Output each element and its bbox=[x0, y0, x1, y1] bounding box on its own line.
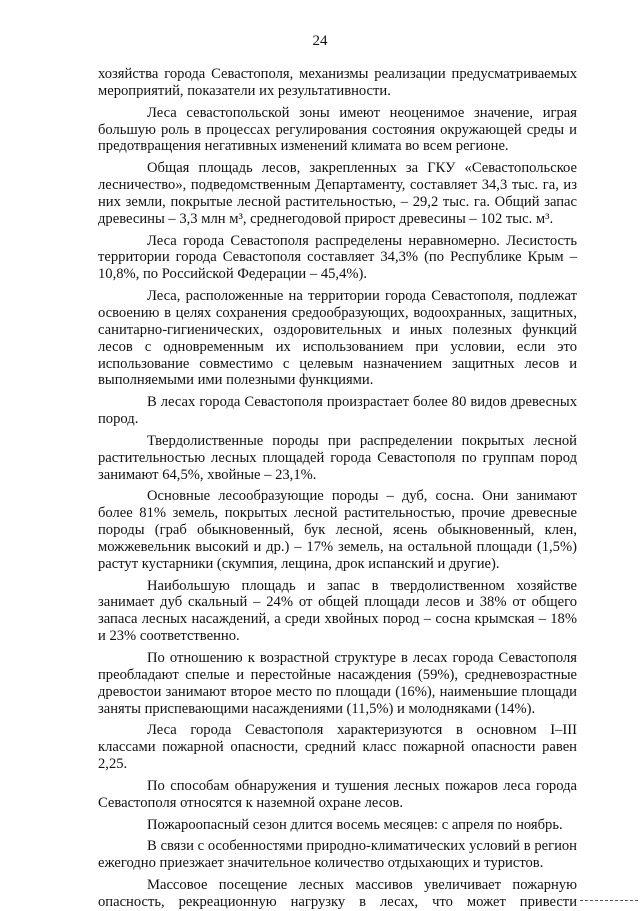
paragraph-species-count: В лесах города Севастополя произрастает более 80 видов древесных пород. bbox=[98, 394, 577, 428]
page-number: 24 bbox=[312, 33, 328, 49]
body-text bbox=[98, 66, 577, 911]
paragraph-main-species: Основные лесообразующие породы – дуб, сосна. Они занимают более 81% земель, покрытых лесной растительностью, прочие древесные породы (граб обыкновенный, бук лесной, ясень обыкновенный, клен, можжевельник высокий и др.) – 17% земель, на остальной площади (1,5%) растут кустарники (скумпия, лещина, дрок испанский и другие). bbox=[98, 488, 577, 572]
paragraph-ground-protection: По способам обнаружения и тушения лесных пожаров леса города Севастополя относятся к наземной охране лесов. bbox=[98, 777, 577, 811]
paragraph-mass-visits: Массовое посещение лесных массивов увеличивает пожарную опасность, рекреационную нагрузку в лесах, что может привести bbox=[98, 877, 577, 910]
paragraph-tourists: В связи с особенностями природно-климатических условий в регион ежегодно приезжает значительное количество отдыхающих и туристов. bbox=[98, 838, 577, 872]
scan-edge-mark bbox=[580, 900, 638, 901]
paragraph-age-structure: По отношению к возрастной структуре в лесах города Севастополя преобладают спелые и перестойные насаждения (59%), средневозрастные древостои занимают второе место по площади (16%), наименьшие площади заняты приспевающими насаждениями (11,5%) и молодняками (14%). bbox=[98, 650, 577, 717]
paragraph-total-area: Общая площадь лесов, закрепленных за ГКУ «Севастопольское лесничество», подведомственным Департаменту, составляет 34,3 тыс. га, из них земли, покрытые лесной растительностью, – 29,2 тыс. га. Общий запас древесины – 3,3 млн м³, среднегодовой прирост древесины – 102 тыс. м³. bbox=[98, 160, 577, 227]
paragraph-oak-pine: Наибольшую площадь и запас в твердолиственном хозяйстве занимает дуб скальный – 24% от общей площади лесов и 38% от общего запаса лесных насаждений, а среди хвойных пород – сосна крымская – 18% и 23% соответственно. bbox=[98, 577, 577, 645]
paragraph-forest-use: Леса, расположенные на территории города Севастополя, подлежат освоению в целях сохранения средообразующих, водоохранных, защитных, санитарно-гигиенических, оздоровительных и иных полезных функций лесов с одновременным их использованием при условии, если это использование совместимо с целевым назначением защитных лесов и выполняемыми ими полезными функциями. bbox=[98, 288, 577, 389]
paragraph-hardwood-share: Твердолиственные породы при распределении покрытых лесной растительностью лесных площадей города Севастополя по группам пород занимают 64,5%, хвойные – 23,1%. bbox=[98, 432, 577, 483]
paragraph-forest-cover: Леса города Севастополя распределены неравномерно. Лесистость территории города Севастополя составляет 34,3% (по Республике Крым – 10,8%, по Российской Федерации – 45,4%). bbox=[98, 232, 577, 283]
paragraph-fire-season: Пожароопасный сезон длится восемь месяцев: с апреля по ноябрь. bbox=[147, 816, 563, 833]
paragraph-continuation: хозяйства города Севастополя, механизмы реализации предусматриваемых мероприятий, показатели их результативности. bbox=[98, 66, 577, 99]
paragraph-fire-class: Леса города Севастополя характеризуются в основном I–III классами пожарной опасности, средний класс пожарной опасности равен 2,25. bbox=[98, 722, 577, 773]
paragraph-forest-significance: Леса севастопольской зоны имеют неоценимое значение, играя большую роль в процессах регулирования состояния окружающей среды и предотвращения негативных изменений климата во всем регионе. bbox=[98, 104, 577, 155]
